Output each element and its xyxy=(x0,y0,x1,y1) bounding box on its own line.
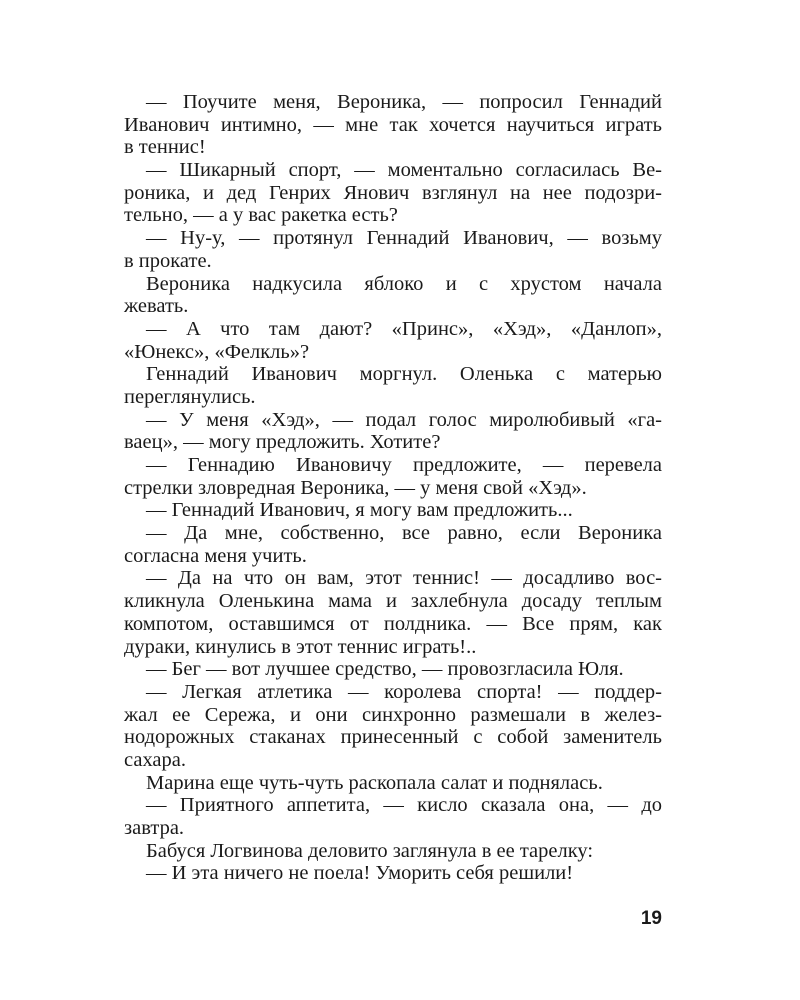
text-line: жевать. xyxy=(124,295,189,318)
text-line: Вероника надкусила яблоко и с хрустом начала xyxy=(146,272,662,295)
text-line: — Шикарный спорт, — моментально согласилась Ве- xyxy=(146,159,662,182)
text-line: — Геннадию Ивановичу предложите, — перевела xyxy=(146,454,662,476)
text-line: — У меня «Хэд», — подал голос миролюбивый «га- xyxy=(146,408,662,431)
text-line: кликнула Оленькина мама и захлебнула досаду теплым xyxy=(124,590,662,613)
text-line: Геннадий Иванович моргнул. Оленька с матерью xyxy=(146,363,662,386)
text-line: — Поучите меня, Вероника, — попросил Геннадий xyxy=(146,91,662,113)
text-line: — Бег — вот лучшее средство, — провозгласила Юля. xyxy=(146,658,624,681)
text-line: стрелки зловредная Вероника, — у меня свой «Хэд». xyxy=(124,476,587,499)
text-line: роника, и дед Генрих Янович взглянул на нее подозри- xyxy=(124,181,662,204)
text-line: в прокате. xyxy=(124,249,212,272)
text-line: Бабуся Логвинова деловито заглянула в ее тарелку: xyxy=(146,839,594,862)
text-line: — Да мне, собственно, все равно, если Вероника xyxy=(146,522,662,545)
text-line: в теннис! xyxy=(124,136,206,159)
text-line: Иванович интимно, — мне так хочется научиться играть xyxy=(124,113,662,136)
text-line: — Геннадий Иванович, я могу вам предложить... xyxy=(146,499,573,522)
text-line: согласна меня учить. xyxy=(124,544,307,567)
text-line: тельно, — а у вас ракетка есть? xyxy=(124,204,398,227)
text-line: жал ее Сережа, и они синхронно размешали в желез- xyxy=(124,703,662,726)
page-body-text xyxy=(124,91,662,885)
text-line: — И эта ничего не поела! Уморить себя решили! xyxy=(146,862,574,885)
text-line: сахара. xyxy=(124,748,187,771)
text-line: — Да на что он вам, этот теннис! — досадливо вос- xyxy=(146,567,662,590)
text-line: компотом, оставшимся от полдника. — Все прям, как xyxy=(124,612,662,635)
text-line: завтра. xyxy=(124,817,185,839)
text-line: — Приятного аппетита, — кисло сказала она, — до xyxy=(146,794,662,817)
page-number: 19 xyxy=(640,908,662,929)
text-line: переглянулись. xyxy=(124,385,256,408)
text-line: — Легкая атлетика — королева спорта! — поддер- xyxy=(146,680,662,703)
text-line: Марина еще чуть-чуть раскопала салат и поднялась. xyxy=(146,771,603,794)
text-line: — Ну-у, — протянул Геннадий Иванович, — возьму xyxy=(146,227,662,250)
text-line: дураки, кинулись в этот теннис играть!.. xyxy=(124,635,477,658)
text-line: нодорожных стаканах принесенный с собой заменитель xyxy=(124,726,662,749)
text-line: — А что там дают? «Принс», «Хэд», «Данлоп», xyxy=(146,317,662,340)
text-line: «Юнекс», «Фелкль»? xyxy=(124,340,310,363)
text-line: ваец», — могу предложить. Хотите? xyxy=(124,431,441,454)
